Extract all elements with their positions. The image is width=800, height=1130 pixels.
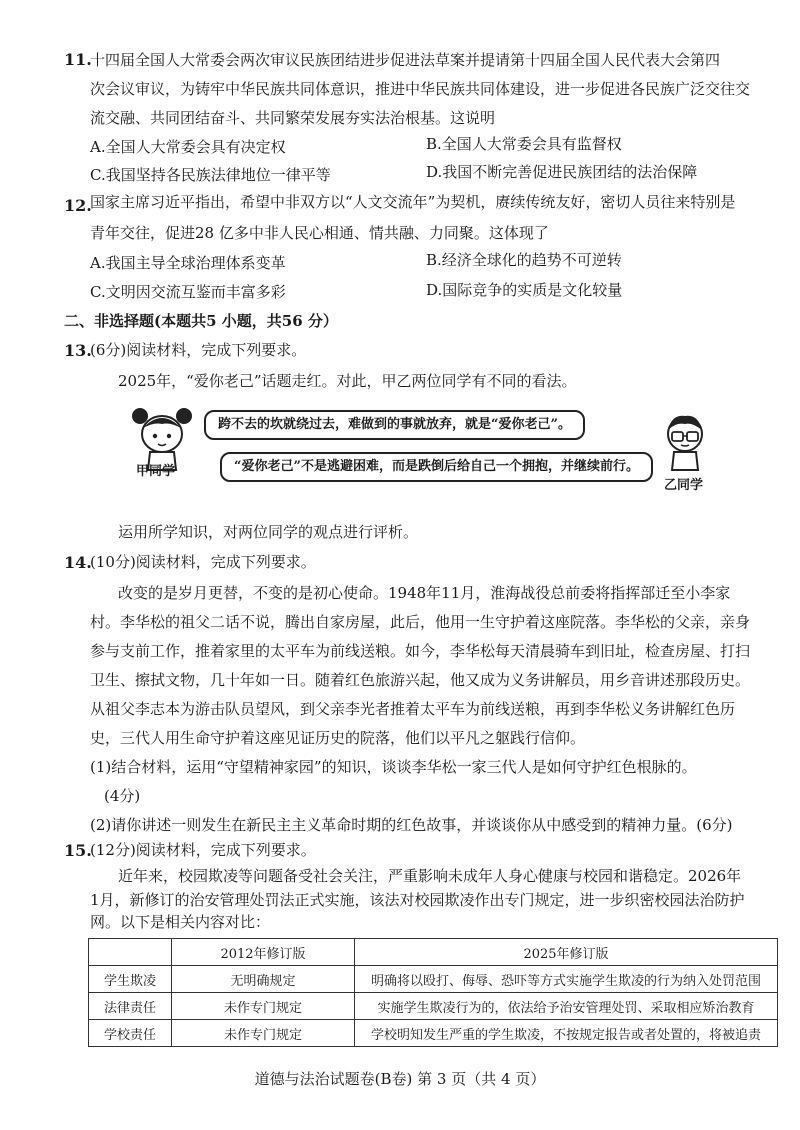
question-14-material-6: 史，三代人用生命守护着这座见证历史的院落，他们以平凡之躯践行信仰。	[90, 729, 586, 747]
table-header-cell: 2025年修订版	[355, 939, 778, 966]
question-11-number: 11.	[64, 50, 92, 69]
question-13-task: 运用所学知识，对两位同学的观点进行评析。	[118, 523, 419, 541]
question-12-option-c: C.文明因交流互鉴而丰富多彩	[90, 283, 286, 301]
student-b-label: 乙同学	[664, 478, 704, 493]
table-cell: 未作专门规定	[172, 993, 355, 1020]
question-13-material: 2025年，“爱你老己”话题走红。对此，甲乙两位同学有不同的看法。	[118, 372, 577, 390]
table-header-cell: 2012年修订版	[172, 939, 355, 966]
question-14-material-3: 参与支前工作，推着家里的太平车为前线送粮。如今，李华松每天清晨骑车到旧址，检查房屋、打扫	[90, 642, 751, 660]
question-12-line-1: 国家主席习近平指出，希望中非双方以“人文交流年”为契机，赓续传统友好，密切人员往来特别是	[90, 193, 736, 211]
question-14-material-4: 卫生、擦拭文物，几十年如一日。随着红色旅游兴起，他又成为义务讲解员，用乡音讲述那段历史。	[90, 671, 751, 689]
question-11-line-3: 流交融、共同团结奋斗、共同繁荣发展夯实法治根基。这说明	[90, 109, 496, 127]
table-cell: 无明确规定	[172, 966, 355, 993]
student-a-label: 甲同学	[136, 464, 176, 479]
question-15-material-1: 近年来，校园欺凌等问题备受社会关注，严重影响未成年人身心健康与校园和谐稳定。2026年	[118, 867, 742, 885]
comic-illustration	[130, 404, 710, 500]
question-15-material-2: 1月，新修订的治安管理处罚法正式实施，该法对校园欺凌作出专门规定，进一步织密校园法治防护	[90, 891, 745, 909]
question-11-line-1: 十四届全国人大常委会两次审议民族团结进步促进法草案并提请第十四届全国人民代表大会第四	[90, 51, 721, 69]
boy-student-icon	[662, 412, 708, 472]
question-12-line-2: 青年交往，促进28 亿多中非人民心相通、情共融、力同聚。这体现了	[90, 224, 549, 242]
table-row	[89, 993, 778, 1020]
question-15-head: (12分)阅读材料，完成下列要求。	[90, 841, 316, 859]
question-14-material-2: 村。李华松的祖父二话不说，腾出自家房屋，此后，他用一生守护着这座院落。李华松的父亲，亲身	[90, 613, 751, 631]
question-15-number: 15.	[64, 841, 92, 860]
table-cell: 实施学生欺凌行为的，依法给予治安管理处罚、采取相应矫治教育	[355, 993, 778, 1020]
question-11-option-c: C.我国坚持各民族法律地位一律平等	[90, 166, 331, 184]
speech-bubble-b: “爱你老己”不是逃避困难，而是跌倒后给自己一个拥抱，并继续前行。	[220, 452, 653, 482]
question-14-sub-1-score: (4分)	[104, 787, 141, 805]
comparison-table	[88, 938, 778, 1047]
page-footer: 道德与法治试题卷(B卷) 第 3 页（共 4 页）	[254, 1070, 546, 1088]
table-cell: 学生欺凌	[89, 966, 172, 993]
question-11-option-b: B.全国人大常委会具有监督权	[426, 135, 622, 153]
question-12-number: 12.	[64, 196, 92, 215]
question-11-option-a: A.全国人大常委会具有决定权	[90, 138, 286, 156]
question-13-head: (6分)阅读材料，完成下列要求。	[90, 341, 307, 359]
section-2-heading: 二、非选择题(本题共5 小题，共56 分）	[64, 312, 338, 330]
question-14-number: 14.	[64, 553, 92, 572]
table-cell: 明确将以殴打、侮辱、恐吓等方式实施学生欺凌的行为纳入处罚范围	[355, 966, 778, 993]
table-row	[89, 966, 778, 993]
question-14-sub-1: (1)结合材料，运用“守望精神家园”的知识，谈谈李华松一家三代人是如何守护红色根脉的。	[90, 758, 697, 776]
question-13-number: 13.	[64, 341, 92, 360]
speech-bubble-a: 跨不去的坎就绕过去，难做到的事就放弃，就是“爱你老己”。	[204, 410, 585, 440]
question-11-line-2: 次会议审议，为铸牢中华民族共同体意识，推进中华民族共同体建设，进一步促进各民族广泛交往交	[90, 80, 751, 98]
table-cell: 学校责任	[89, 1020, 172, 1047]
question-12-option-a: A.我国主导全球治理体系变革	[90, 254, 286, 272]
table-cell: 未作专门规定	[172, 1020, 355, 1047]
table-cell: 学校明知发生严重的学生欺凌，不按规定报告或者处置的，将被追责	[355, 1020, 778, 1047]
table-header-row	[89, 939, 778, 966]
question-14-material-5: 从祖父李志本为游击队员望风，到父亲李光者推着太平车为前线送粮，再到李华松义务讲解红色历	[90, 700, 736, 718]
question-14-sub-2: (2)请你讲述一则发生在新民主主义革命时期的红色故事，并谈谈你从中感受到的精神力量。(6分)	[90, 816, 733, 834]
question-14-material-1: 改变的是岁月更替，不变的是初心使命。1948年11月，淮海战役总前委将指挥部迁至小李家	[118, 584, 731, 602]
table-row	[89, 1020, 778, 1047]
question-12-option-b: B.经济全球化的趋势不可逆转	[426, 251, 622, 269]
question-12-option-d: D.国际竞争的实质是文化较量	[426, 281, 623, 299]
table-cell: 法律责任	[89, 993, 172, 1020]
question-14-head: (10分)阅读材料，完成下列要求。	[90, 553, 316, 571]
table-header-cell	[89, 939, 172, 966]
question-11-option-d: D.我国不断完善促进民族团结的法治保障	[426, 163, 698, 181]
question-15-material-3: 网。以下是相关内容对比：	[90, 913, 271, 931]
